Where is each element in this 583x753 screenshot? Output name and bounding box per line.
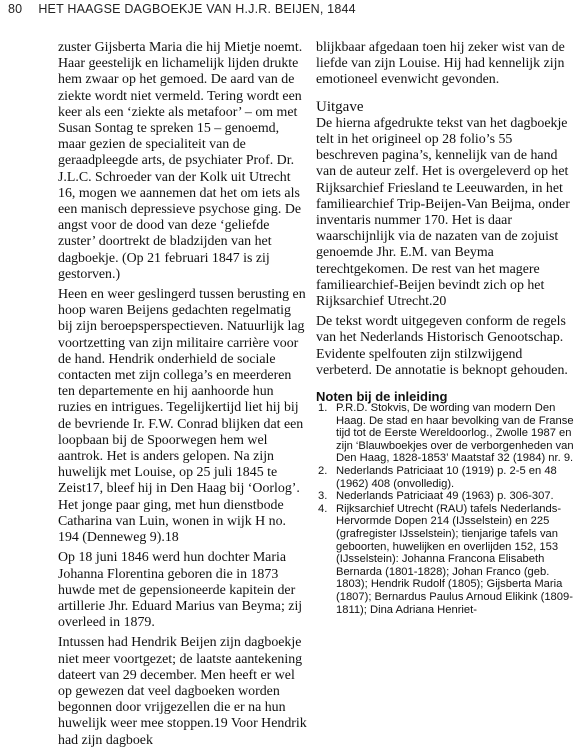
paragraph: Op 18 juni 1846 werd hun dochter Maria Johanna Florentina geboren die in 1873 huwde met de gepensioneerde kapitein der artillerie Jhr. Eduard Marius van Beyma; zij overleed in 1879. bbox=[58, 550, 303, 631]
note-item bbox=[316, 503, 578, 616]
paragraph: De hierna afgedrukte tekst van het dagboekje telt in het origineel op 28 folio’s 55 beschreven pagina’s, kennelijk van de hand van de auteur zelf. Het is overgeleverd op het Rijksarchief Friesland te Leeuwarden, in het familiearchief Trip-Beijen-Van Beijma, onder inventaris nummer 170. Het is daar waarschijnlijk via de nazaten van de zojuist genoemde Jhr. E.M. van Beyma terechtgekomen. De rest van het magere familiearchief-Beijen bevindt zich op het Rijksarchief Utrecht.20 bbox=[316, 115, 570, 310]
paragraph: Heen en weer geslingerd tussen berusting en hoop waren Beijens gedachten regelmatig bij zijn beroepsperspectieven. Natuurlijk lag voortzetting van zijn militaire carrière voor de hand. Hendrik onderhield de sociale contacten met zijn collega’s en meerderen ten departemente en hij aanhoorde hun ruzies en intrigues. Tegelijkertijd liet hij bij de bevriende Ir. F.W. Conrad blijken dat een loopbaan bij de Spoorwegen hem wel aantrok. Het is anders gelopen. Na zijn huwelijk met Louise, op 25 juli 1845 te Zeist17, bleef hij in Den Haag bij ‘Oorlog’. Het jonge paar ging, met hun dienstbode Catharina van Luin, wonen in wijk H no. 194 (Denneweg 9).18 bbox=[58, 287, 306, 546]
notes-list bbox=[316, 402, 578, 616]
left-column bbox=[58, 40, 308, 753]
right-column bbox=[316, 40, 578, 383]
note-item bbox=[316, 402, 578, 465]
section-heading: Uitgave bbox=[316, 98, 364, 115]
note-item bbox=[316, 490, 578, 503]
note-number: 1. bbox=[318, 402, 328, 414]
running-header bbox=[8, 2, 575, 20]
note-text: Nederlands Patriciaat 10 (1919) p. 2-5 en 48 (1962) 408 (onvolledig). bbox=[336, 464, 557, 490]
page-number: 80 bbox=[8, 2, 23, 16]
note-number: 3. bbox=[318, 490, 328, 503]
note-text: Rijksarchief Utrecht (RAU) tafels Nederlands-Hervormde Dopen 214 (IJsselstein) en 225 (grafregister IJsselstein); tienjarige tafels van geboorten, huwelijken en overlijden 152, 153 (IJsselstein): Johanna Francona Elisabeth Bernarda (1801-1828); Johan Franco (geb. 1803); Hendrik Rudolf (1805); Gijsberta Maria (1807); Bernardus Paulus Arnoud Elikink (1809-1811); Dina Adriana Henriet- bbox=[336, 502, 573, 616]
paragraph: Intussen had Hendrik Beijen zijn dagboekje niet meer voortgezet; de laatste aantekening dateert van 29 december. Men heeft er wel op gewezen dat veel dagboeken worden begonnen door vrijgezellen die er na hun huwelijk weer mee stoppen.19 Voor Hendrik had zijn dagboek bbox=[58, 635, 307, 748]
paragraph: blijkbaar afgedaan toen hij zeker wist van de liefde van zijn Louise. Hij had kennelijk zijn emotioneel evenwicht gevonden. bbox=[316, 40, 565, 88]
running-title: HET HAAGSE DAGBOEKJE VAN H.J.R. BEIJEN, 1844 bbox=[38, 2, 356, 16]
note-number: 4. bbox=[318, 502, 328, 515]
note-text: Nederlands Patriciaat 49 (1963) p. 306-307. bbox=[336, 490, 554, 503]
note-text: P.R.D. Stokvis, De wording van modern Den Haag. De stad en haar bevolking van de Franse tijd tot de Eerste Wereldoorlog., Zwolle 1987 en zijn ‘Blauwboekjes over de verborgenheden van Den Haag, 1828-1853’ Maatstaf 32 (1984) nr. 9. bbox=[336, 402, 574, 465]
note-item bbox=[316, 465, 578, 490]
paragraph: zuster Gijsberta Maria die hij Mietje noemt. Haar geestelijk en lichamelijk lijden drukte hem zwaar op het gemoed. De aard van de ziekte wordt niet vermeld. Tering wordt een keer als een ‘ziekte als metafoor’ – om met Susan Sontag te spreken 15 – genoemd, maar gezien de specialiteit van de geraadpleegde arts, de psychiater Prof. Dr. J.L.C. Schroeder van der Kolk uit Utrecht 16, mogen we aannemen dat het om iets als een manisch depressieve psychose ging. De angst voor de dood van deze ‘geliefde zuster’ doortrekt de bladzijden van het dagboekje. (Op 21 februari 1847 is zij gestorven.) bbox=[58, 40, 303, 282]
note-number: 2. bbox=[318, 464, 328, 477]
paragraph: De tekst wordt uitgegeven conform de regels van het Nederlands Historisch Genootschap. Evidente spelfouten zijn stilzwijgend verbeterd. De annotatie is beknopt gehouden. bbox=[316, 314, 568, 378]
notes-heading: Noten bij de inleiding bbox=[316, 389, 448, 404]
